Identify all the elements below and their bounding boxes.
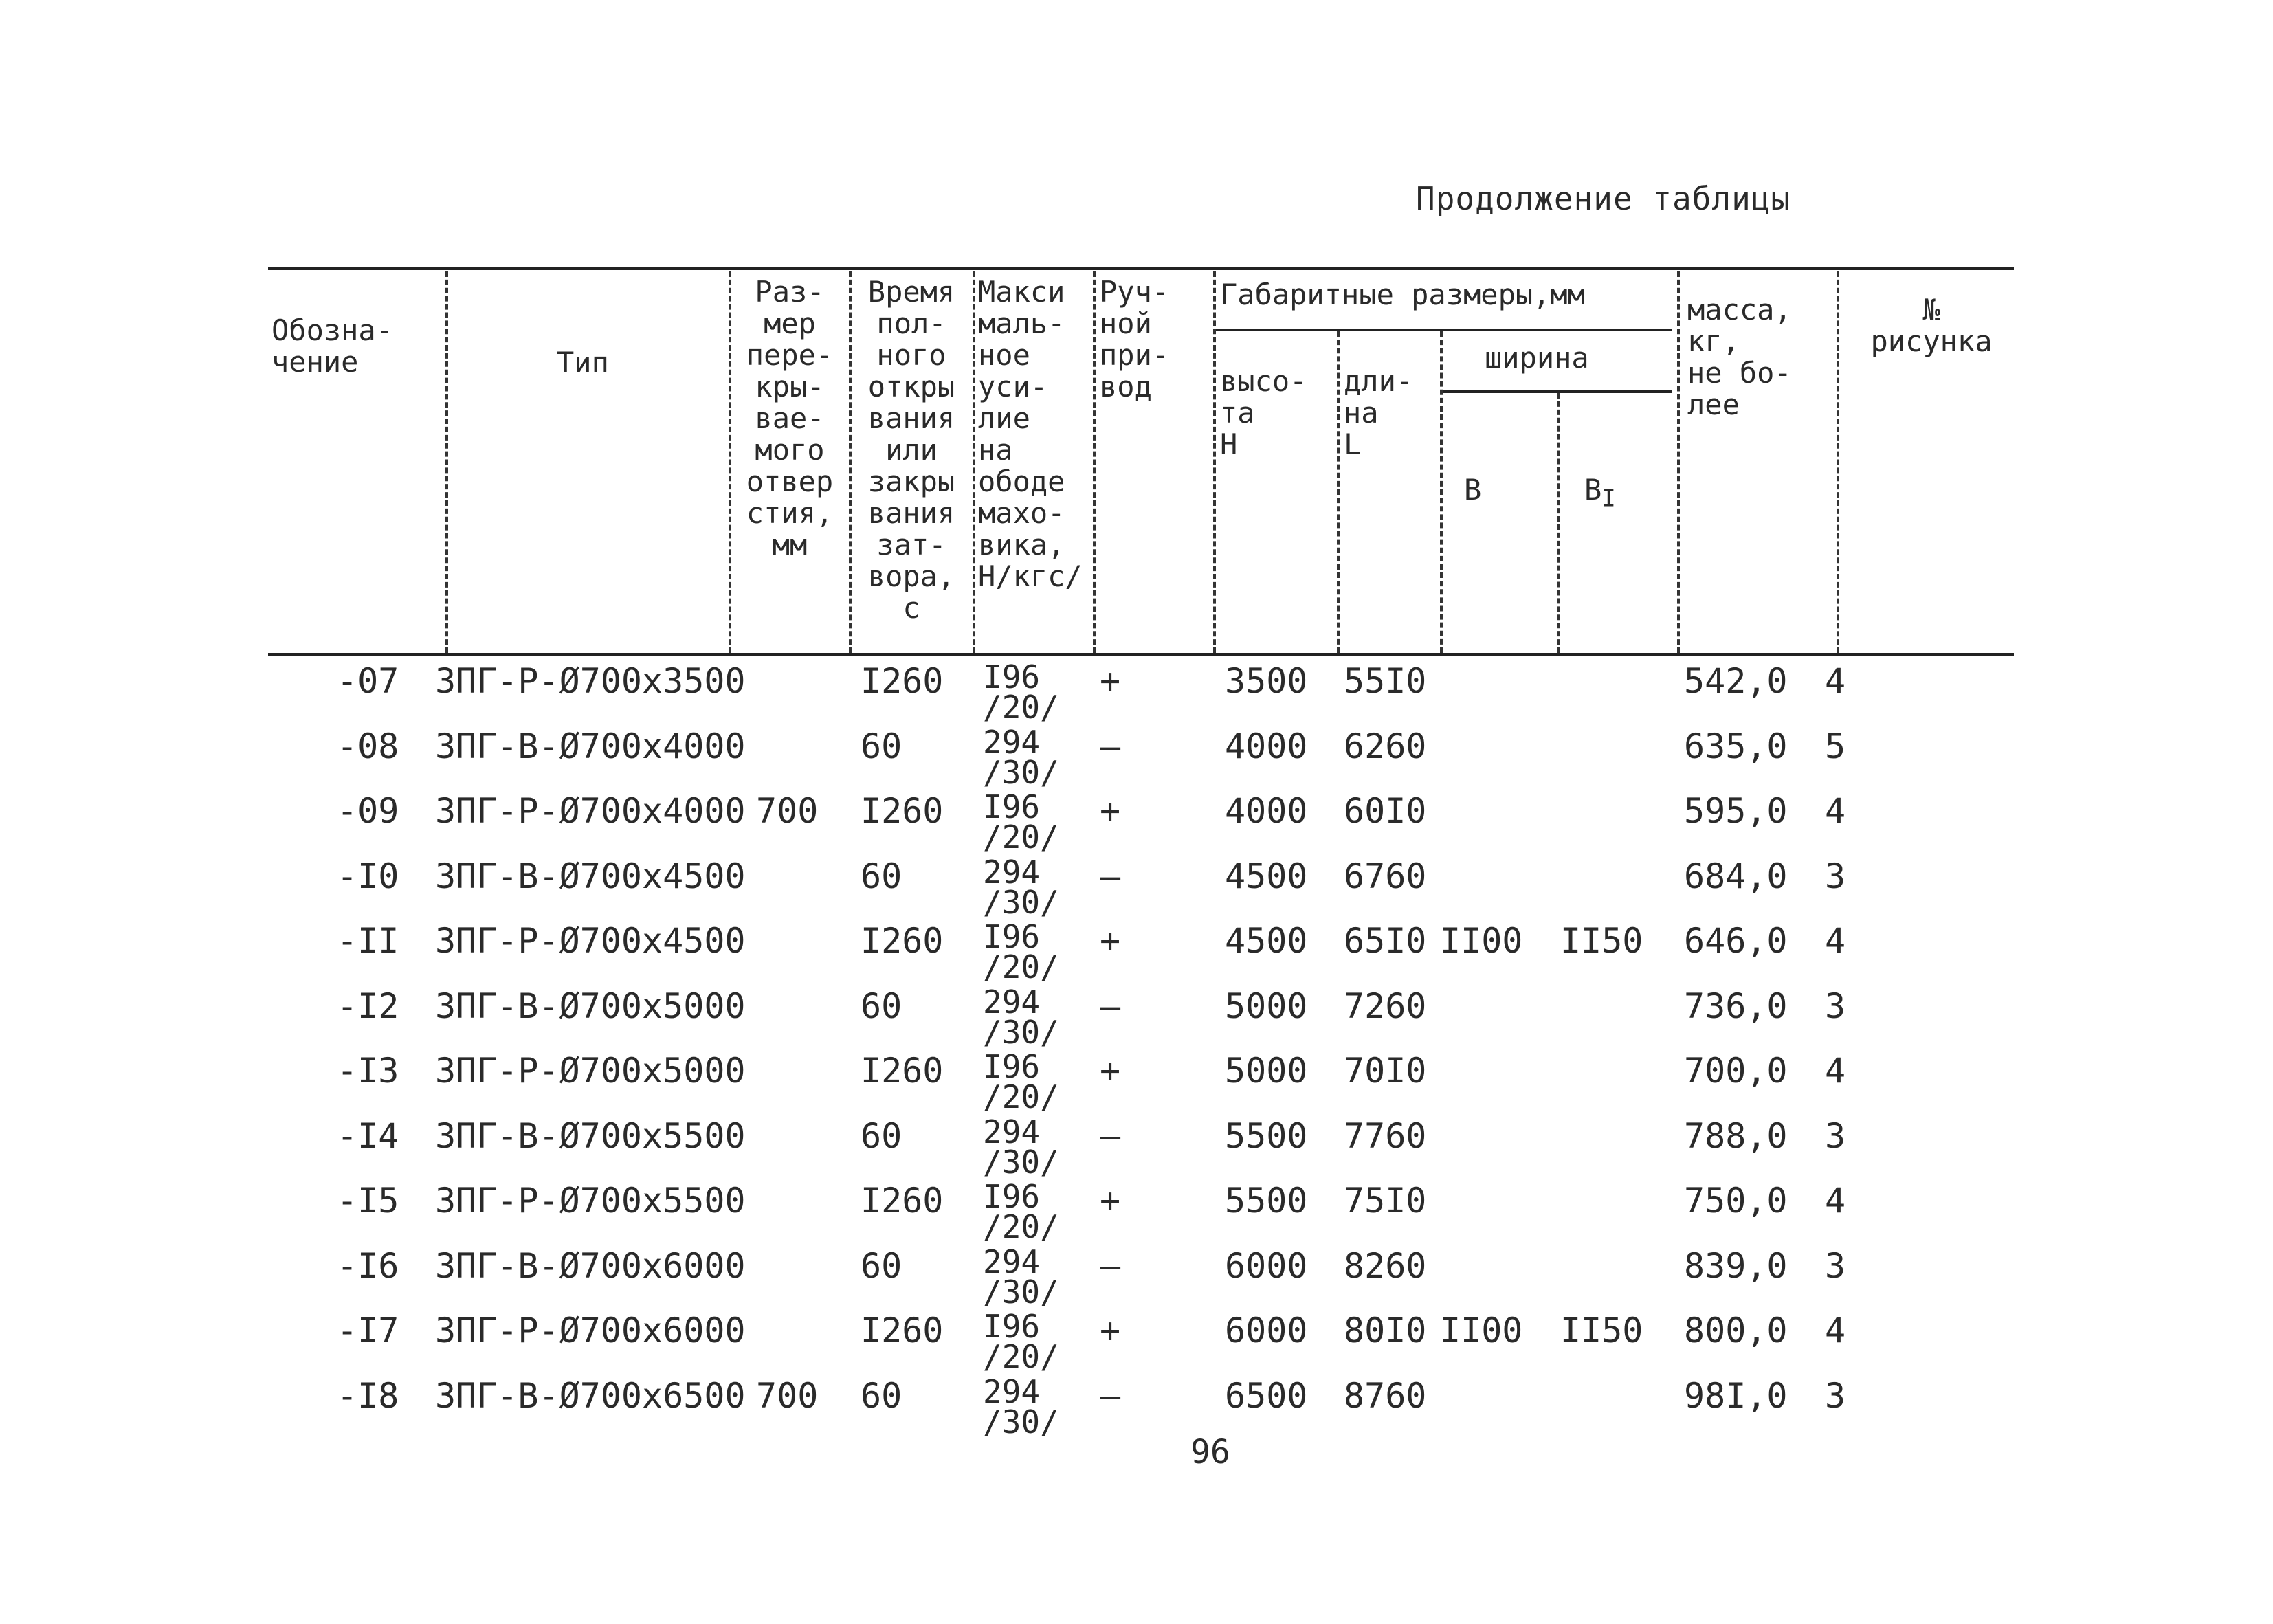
cell-height: 6000 <box>1225 1245 1308 1286</box>
cell-full-time: I260 <box>861 921 944 961</box>
cell-max-force: I96 /20/ <box>983 658 1059 726</box>
cell-mass: 750,0 <box>1684 1181 1788 1221</box>
header-width-b1 <box>1584 474 1616 514</box>
col-sep-8 <box>1440 331 1443 653</box>
cell-max-force: I96 /20/ <box>983 1308 1059 1375</box>
cell-figure-no: 3 <box>1825 1375 1846 1416</box>
cell-height: 5500 <box>1225 1115 1308 1156</box>
header-overall-dims: Габаритные размеры,мм <box>1220 278 1586 311</box>
cell-designation: -I3 <box>337 1051 399 1091</box>
cell-height: 4500 <box>1225 921 1308 961</box>
cell-full-time: I260 <box>861 1311 944 1350</box>
cell-designation: -I6 <box>337 1245 399 1286</box>
cell-full-time: I260 <box>861 1051 944 1091</box>
cell-manual-drive: + <box>1100 661 1121 701</box>
cell-type: ЗПГ-В-Ø700х5000 <box>435 986 746 1026</box>
cell-width-b: II00 <box>1440 1311 1523 1350</box>
cell-length: 65I0 <box>1344 921 1427 961</box>
cell-type: ЗПГ-Р-Ø700х5500 <box>435 1181 746 1221</box>
cell-max-force: I96 /20/ <box>983 1048 1059 1115</box>
cell-figure-no: 4 <box>1825 1051 1846 1091</box>
cell-mass: 736,0 <box>1684 986 1788 1026</box>
cell-designation: -I7 <box>337 1311 399 1350</box>
page-number: 96 <box>1190 1433 1230 1471</box>
col-sep-7 <box>1337 331 1340 653</box>
cell-manual-drive: + <box>1100 791 1121 831</box>
cell-length: 60I0 <box>1344 791 1427 831</box>
col-sep-1 <box>445 271 448 653</box>
cell-type: ЗПГ-В-Ø700х5500 <box>435 1115 746 1156</box>
cell-length: 6760 <box>1344 856 1427 896</box>
cell-figure-no: 4 <box>1825 1311 1846 1350</box>
cell-designation: -I8 <box>337 1375 399 1416</box>
cell-figure-no: 4 <box>1825 661 1846 701</box>
col-sep-2 <box>729 271 731 653</box>
cell-designation: -I0 <box>337 856 399 896</box>
header-figure-no: № рисунка <box>1870 293 1993 358</box>
cell-height: 6500 <box>1225 1375 1308 1416</box>
cell-designation: -07 <box>337 661 399 701</box>
col-sep-3 <box>849 271 852 653</box>
cell-full-time: 60 <box>861 986 902 1026</box>
cell-full-time: 60 <box>861 1245 902 1286</box>
header-manual-drive: Руч- ной при- вод <box>1100 275 1170 403</box>
cell-max-force: 294 /30/ <box>983 1113 1059 1181</box>
cell-manual-drive: – <box>1100 1375 1121 1416</box>
cell-figure-no: 4 <box>1825 921 1846 961</box>
cell-type: ЗПГ-Р-Ø700х4000 <box>435 791 746 831</box>
cell-mass: 646,0 <box>1684 921 1788 961</box>
cell-max-force: 294 /30/ <box>983 1372 1059 1441</box>
col-sep-11 <box>1837 271 1839 653</box>
cell-figure-no: 3 <box>1825 986 1846 1026</box>
cell-max-force: 294 /30/ <box>983 723 1059 791</box>
header-width-b1-letter: В <box>1584 473 1602 507</box>
cell-designation: -08 <box>337 726 399 766</box>
cell-height: 5000 <box>1225 986 1308 1026</box>
header-height: высо- та Н <box>1220 364 1307 461</box>
col-sep-10 <box>1677 271 1680 653</box>
header-mass: масса, кг, не бо- лее <box>1687 293 1792 421</box>
cell-manual-drive: – <box>1100 726 1121 766</box>
header-length: дли- на L <box>1344 364 1414 461</box>
cell-full-time: 60 <box>861 856 902 896</box>
cell-width-b: II00 <box>1440 921 1523 961</box>
cell-height: 4000 <box>1225 791 1308 831</box>
cell-type: ЗПГ-В-Ø700х4500 <box>435 856 746 896</box>
cell-mass: 788,0 <box>1684 1115 1788 1156</box>
cell-manual-drive: + <box>1100 1181 1121 1221</box>
header-width-b1-sub: I <box>1601 485 1616 513</box>
cell-opening-size: 700 <box>756 791 819 831</box>
cell-length: 80I0 <box>1344 1311 1427 1350</box>
cell-length: 70I0 <box>1344 1051 1427 1091</box>
cell-length: 55I0 <box>1344 661 1427 701</box>
cell-max-force: 294 /30/ <box>983 853 1059 921</box>
cell-manual-drive: – <box>1100 856 1121 896</box>
overall-dims-rule <box>1215 329 1672 331</box>
cell-max-force: 294 /30/ <box>983 1243 1059 1311</box>
cell-manual-drive: + <box>1100 1051 1121 1091</box>
header-full-time: Время пол- ного откры вания или закры вания зат- вора, с <box>867 275 955 625</box>
cell-figure-no: 3 <box>1825 1115 1846 1156</box>
cell-figure-no: 4 <box>1825 791 1846 831</box>
cell-designation: -I4 <box>337 1115 399 1156</box>
cell-height: 5000 <box>1225 1051 1308 1091</box>
cell-type: ЗПГ-В-Ø700х4000 <box>435 726 746 766</box>
cell-mass: 800,0 <box>1684 1311 1788 1350</box>
cell-designation: -09 <box>337 791 399 831</box>
cell-mass: 98I,0 <box>1684 1375 1788 1416</box>
col-sep-5 <box>1093 271 1096 653</box>
cell-height: 6000 <box>1225 1311 1308 1350</box>
col-sep-6 <box>1213 271 1216 653</box>
cell-full-time: 60 <box>861 726 902 766</box>
header-width-b: В <box>1464 473 1482 507</box>
cell-figure-no: 4 <box>1825 1181 1846 1221</box>
table-top-rule <box>268 267 2014 270</box>
cell-length: 7760 <box>1344 1115 1427 1156</box>
cell-manual-drive: + <box>1100 1311 1121 1350</box>
cell-type: ЗПГ-Р-Ø700х5000 <box>435 1051 746 1091</box>
cell-full-time: 60 <box>861 1375 902 1416</box>
cell-type: ЗПГ-Р-Ø700х6000 <box>435 1311 746 1350</box>
cell-mass: 542,0 <box>1684 661 1788 701</box>
cell-opening-size: 700 <box>756 1375 819 1416</box>
cell-figure-no: 3 <box>1825 1245 1846 1286</box>
header-width: ширина <box>1485 341 1589 375</box>
cell-designation: -I5 <box>337 1181 399 1221</box>
cell-width-b1: II50 <box>1560 921 1643 961</box>
cell-designation: -II <box>337 921 399 961</box>
col-sep-9 <box>1557 393 1560 653</box>
col-sep-4 <box>973 271 975 653</box>
cell-height: 5500 <box>1225 1181 1308 1221</box>
cell-height: 4000 <box>1225 726 1308 766</box>
cell-mass: 700,0 <box>1684 1051 1788 1091</box>
header-opening-size: Раз- мер пере- кры- вае- мого отвер стия, мм <box>746 275 834 561</box>
header-type: Тип <box>557 346 609 379</box>
cell-max-force: I96 /20/ <box>983 918 1059 986</box>
cell-type: ЗПГ-В-Ø700х6500 <box>435 1375 746 1416</box>
cell-width-b1: II50 <box>1560 1311 1643 1350</box>
cell-length: 6260 <box>1344 726 1427 766</box>
cell-type: ЗПГ-Р-Ø700х3500 <box>435 661 746 701</box>
cell-manual-drive: – <box>1100 986 1121 1026</box>
continuation-caption: Продолжение таблицы <box>1416 180 1791 217</box>
cell-height: 3500 <box>1225 661 1308 701</box>
cell-manual-drive: – <box>1100 1115 1121 1156</box>
cell-figure-no: 3 <box>1825 856 1846 896</box>
cell-height: 4500 <box>1225 856 1308 896</box>
cell-figure-no: 5 <box>1825 726 1846 766</box>
cell-max-force: 294 /30/ <box>983 983 1059 1051</box>
header-max-force: Макси маль- ное уси- лие на ободе махо- вика, Н/кгс/ <box>978 275 1083 593</box>
cell-manual-drive: + <box>1100 921 1121 961</box>
cell-mass: 595,0 <box>1684 791 1788 831</box>
cell-type: ЗПГ-Р-Ø700х4500 <box>435 921 746 961</box>
cell-full-time: I260 <box>861 791 944 831</box>
cell-length: 75I0 <box>1344 1181 1427 1221</box>
cell-type: ЗПГ-В-Ø700х6000 <box>435 1245 746 1286</box>
cell-length: 8760 <box>1344 1375 1427 1416</box>
cell-max-force: I96 /20/ <box>983 788 1059 856</box>
cell-mass: 684,0 <box>1684 856 1788 896</box>
header-designation: Обозна- чение <box>271 313 394 379</box>
cell-max-force: I96 /20/ <box>983 1178 1059 1245</box>
cell-full-time: I260 <box>861 1181 944 1221</box>
cell-manual-drive: – <box>1100 1245 1121 1286</box>
cell-mass: 839,0 <box>1684 1245 1788 1286</box>
table-header-bottom-rule <box>268 653 2014 656</box>
cell-designation: -I2 <box>337 986 399 1026</box>
cell-length: 8260 <box>1344 1245 1427 1286</box>
cell-mass: 635,0 <box>1684 726 1788 766</box>
cell-full-time: 60 <box>861 1115 902 1156</box>
cell-full-time: I260 <box>861 661 944 701</box>
cell-length: 7260 <box>1344 986 1427 1026</box>
